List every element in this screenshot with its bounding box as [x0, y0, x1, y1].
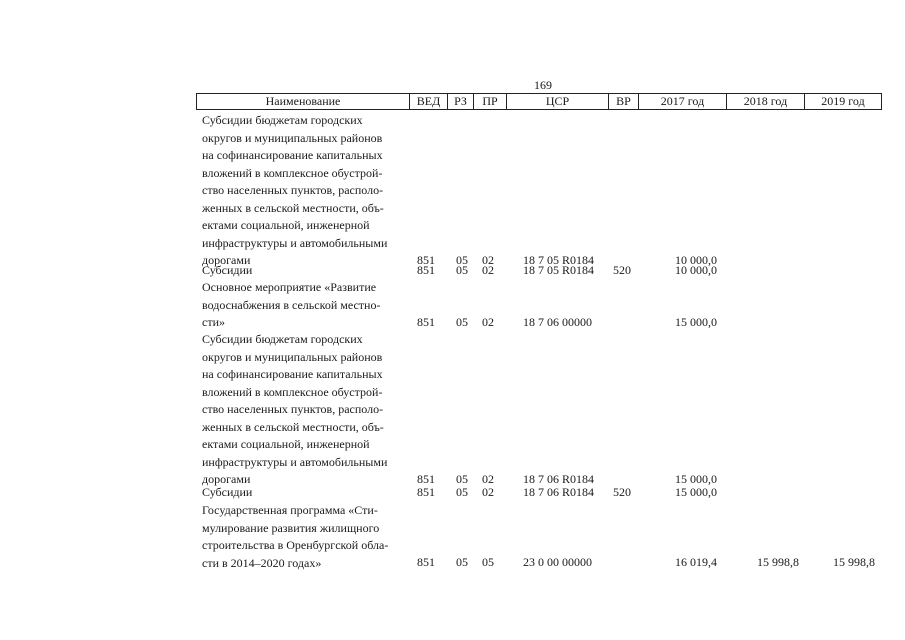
- row-ved: 851: [417, 472, 435, 486]
- header-csr: ЦСР: [506, 94, 608, 109]
- row-vr: 520: [613, 485, 631, 499]
- row-pr: 02: [482, 315, 494, 329]
- row-name: Субсидии: [202, 485, 253, 499]
- row-pr: 02: [482, 253, 494, 267]
- row-csr: 23 0 00 00000: [523, 555, 592, 569]
- row-csr: 18 7 06 00000: [523, 315, 592, 329]
- header-pr: ПР: [473, 94, 506, 109]
- row-ved: 851: [417, 253, 435, 267]
- row-ved: 851: [417, 263, 435, 277]
- row-ved: 851: [417, 485, 435, 499]
- header-rz: РЗ: [447, 94, 473, 109]
- row-csr: 18 7 06 R0184: [523, 485, 595, 499]
- row-csr: 18 7 05 R0184: [523, 263, 595, 277]
- table-header: [196, 93, 882, 110]
- header-2017: 2017 год: [638, 94, 726, 109]
- row-rz: 05: [456, 555, 468, 569]
- row-rz: 05: [456, 263, 468, 277]
- row-name: Субсидии бюджетам городских округов и муниципальных районов на софинансирование капитальных вложений в комплексное обустрой- ство населенных пунктов, располо- женных в сельской местности, объ- ектами социальной, инженерной инфраструктуры и автомобильными дорогами: [202, 113, 388, 267]
- header-2019: 2019 год: [804, 94, 881, 109]
- row-rz: 05: [456, 485, 468, 499]
- row-pr: 02: [482, 485, 494, 499]
- row-ved: 851: [417, 315, 435, 329]
- row-2017: 15 000,0: [675, 472, 717, 486]
- row-2019: 15 998,8: [833, 555, 875, 569]
- row-rz: 05: [456, 253, 468, 267]
- row-2017: 16 019,4: [675, 555, 717, 569]
- page-number: 169: [534, 78, 552, 92]
- row-name: Государственная программа «Сти- мулирование развития жилищного строительства в Оренбургской обла- сти в 2014–2020 годах»: [202, 503, 389, 570]
- row-csr: 18 7 05 R0184: [523, 253, 595, 267]
- row-name: Субсидии бюджетам городских округов и муниципальных районов на софинансирование капитальных вложений в комплексное обустрой- ство населенных пунктов, располо- женных в сельской местности, объ- ектами социальной, инженерной инфраструктуры и автомобильными дорогами: [202, 332, 388, 486]
- row-pr: 05: [482, 555, 494, 569]
- row-name: Основное мероприятие «Развитие водоснабжения в сельской местно- сти»: [202, 280, 381, 329]
- header-vr: ВР: [608, 94, 638, 109]
- row-ved: 851: [417, 555, 435, 569]
- row-2017: 15 000,0: [675, 485, 717, 499]
- row-2017: 10 000,0: [675, 253, 717, 267]
- row-name: Субсидии: [202, 263, 253, 277]
- row-2017: 10 000,0: [675, 263, 717, 277]
- row-pr: 02: [482, 263, 494, 277]
- row-rz: 05: [456, 472, 468, 486]
- row-2017: 15 000,0: [675, 315, 717, 329]
- row-csr: 18 7 06 R0184: [523, 472, 595, 486]
- header-name: Наименование: [265, 94, 341, 108]
- row-rz: 05: [456, 315, 468, 329]
- row-pr: 02: [482, 472, 494, 486]
- header-2018: 2018 год: [726, 94, 804, 109]
- row-2018: 15 998,8: [757, 555, 799, 569]
- row-vr: 520: [613, 263, 631, 277]
- header-ved: ВЕД: [409, 94, 447, 109]
